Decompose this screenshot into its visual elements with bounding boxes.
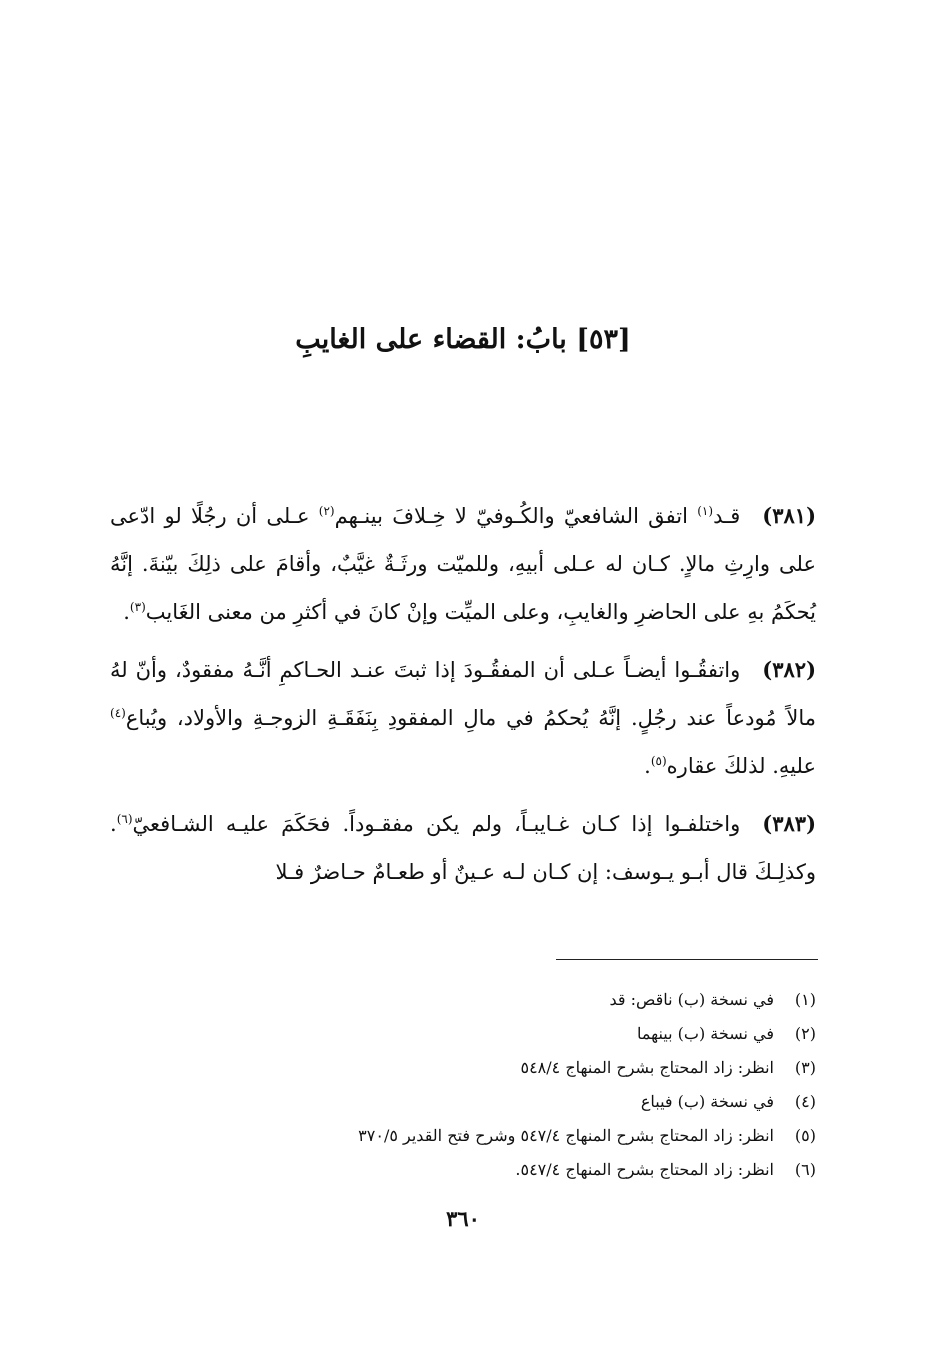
- paragraph-382: [110, 646, 816, 790]
- page-number: ٣٦٠: [446, 1206, 480, 1231]
- footnote-ref[interactable]: (٤): [110, 706, 126, 720]
- footnote-text: في نسخة (ب) فيباع: [640, 1092, 774, 1111]
- paragraph-number: (٣٨٢): [762, 657, 816, 682]
- footnote-text: انظر: زاد المحتاج بشرح المنهاج ٥٤٧/٤.: [515, 1160, 774, 1179]
- paragraph-383: [110, 800, 816, 896]
- footnote-number: (٣): [794, 1058, 816, 1077]
- footnote-number: (٦): [794, 1160, 816, 1179]
- footnote-item: [116, 1119, 816, 1153]
- footnote-number: (٥): [794, 1126, 816, 1145]
- footnote-ref[interactable]: (٦): [116, 812, 133, 826]
- paragraph-381: [110, 492, 816, 636]
- footnote-item: [116, 983, 816, 1017]
- text-segment: واختلفـوا إذا كـان غـايبـاً، ولم يكن مفقـوداً. فحَكَمَ عليـه الشـافعيّ: [132, 812, 741, 836]
- footnote-separator: [556, 959, 818, 960]
- footnote-item: [116, 1051, 816, 1085]
- footnote-ref[interactable]: (٣): [129, 600, 146, 614]
- footnote-number: (١): [794, 990, 816, 1009]
- text-segment: . وكذلِـكَ قال أبـو يـوسف: إن كـان لـه عـينٌ أو طعـامٌ حـاضرٌ فـلا: [110, 812, 816, 884]
- footnote-item: [116, 1085, 816, 1119]
- text-segment: اتفق الشافعيّ والكُـوفيّ لا خِـلافَ بينـهم: [334, 504, 698, 528]
- footnote-ref[interactable]: (٥): [650, 754, 667, 768]
- text-segment: واتفقُـوا أيضـاً عـلى أن المفقُـودَ إذا ثبتَ عنـد الحـاكمِ أنَّـهُ مفقودٌ، وأنّ لهُ مالاً مُودعاً عند رجُلٍ. إنَّهُ يُحكمُ في مالِ المفقودِ بِنَفَقَـةِ الزوجـةِ والأولاد، ويُباع: [110, 658, 816, 730]
- footnote-text: في نسخة (ب) ناقص: قد: [609, 990, 774, 1009]
- footnote-ref[interactable]: (٢): [318, 504, 335, 518]
- paragraph-number: (٣٨١): [762, 503, 816, 528]
- chapter-title: [٥٣] بابُ: القضاء على الغايبِ: [295, 324, 631, 355]
- footnote-number: (٤): [794, 1092, 816, 1111]
- footnote-item: [116, 1153, 816, 1187]
- text-segment: .: [644, 754, 651, 778]
- paragraph-number: (٣٨٣): [762, 811, 816, 836]
- footnote-text: انظر: زاد المحتاج بشرح المنهاج ٥٤٧/٤ وشرح فتح القدير ٣٧٠/٥: [358, 1126, 774, 1145]
- footnote-number: (٢): [794, 1024, 816, 1043]
- footnote-text: في نسخة (ب) بينهما: [636, 1024, 774, 1043]
- footnotes: [116, 983, 816, 1187]
- text-segment: .: [123, 600, 130, 624]
- footnote-text: انظر: زاد المحتاج بشرح المنهاج ٥٤٨/٤: [520, 1058, 774, 1077]
- footnote-item: [116, 1017, 816, 1051]
- footnote-ref[interactable]: (١): [697, 504, 714, 518]
- text-segment: عليهِ. لذلكَ عقاره: [666, 754, 816, 778]
- text-segment: عـلى أن رجُلًا لو ادّعى على وارِثِ مالاٍ. كـان له عـلى أبيهِ، وللميّت ورثَـةٌ غيَّبٌ، وأقامَ على ذلِكَ بيّنةَ. إنَّهُ يُحكَمُ بهِ على الحاضرِ والغايبِ، وعلى الميِّت وإنْ كانَ في أكثرِ من معنى الغَايب: [110, 504, 816, 624]
- body-text: [110, 492, 816, 906]
- text-segment: قـد: [713, 504, 741, 528]
